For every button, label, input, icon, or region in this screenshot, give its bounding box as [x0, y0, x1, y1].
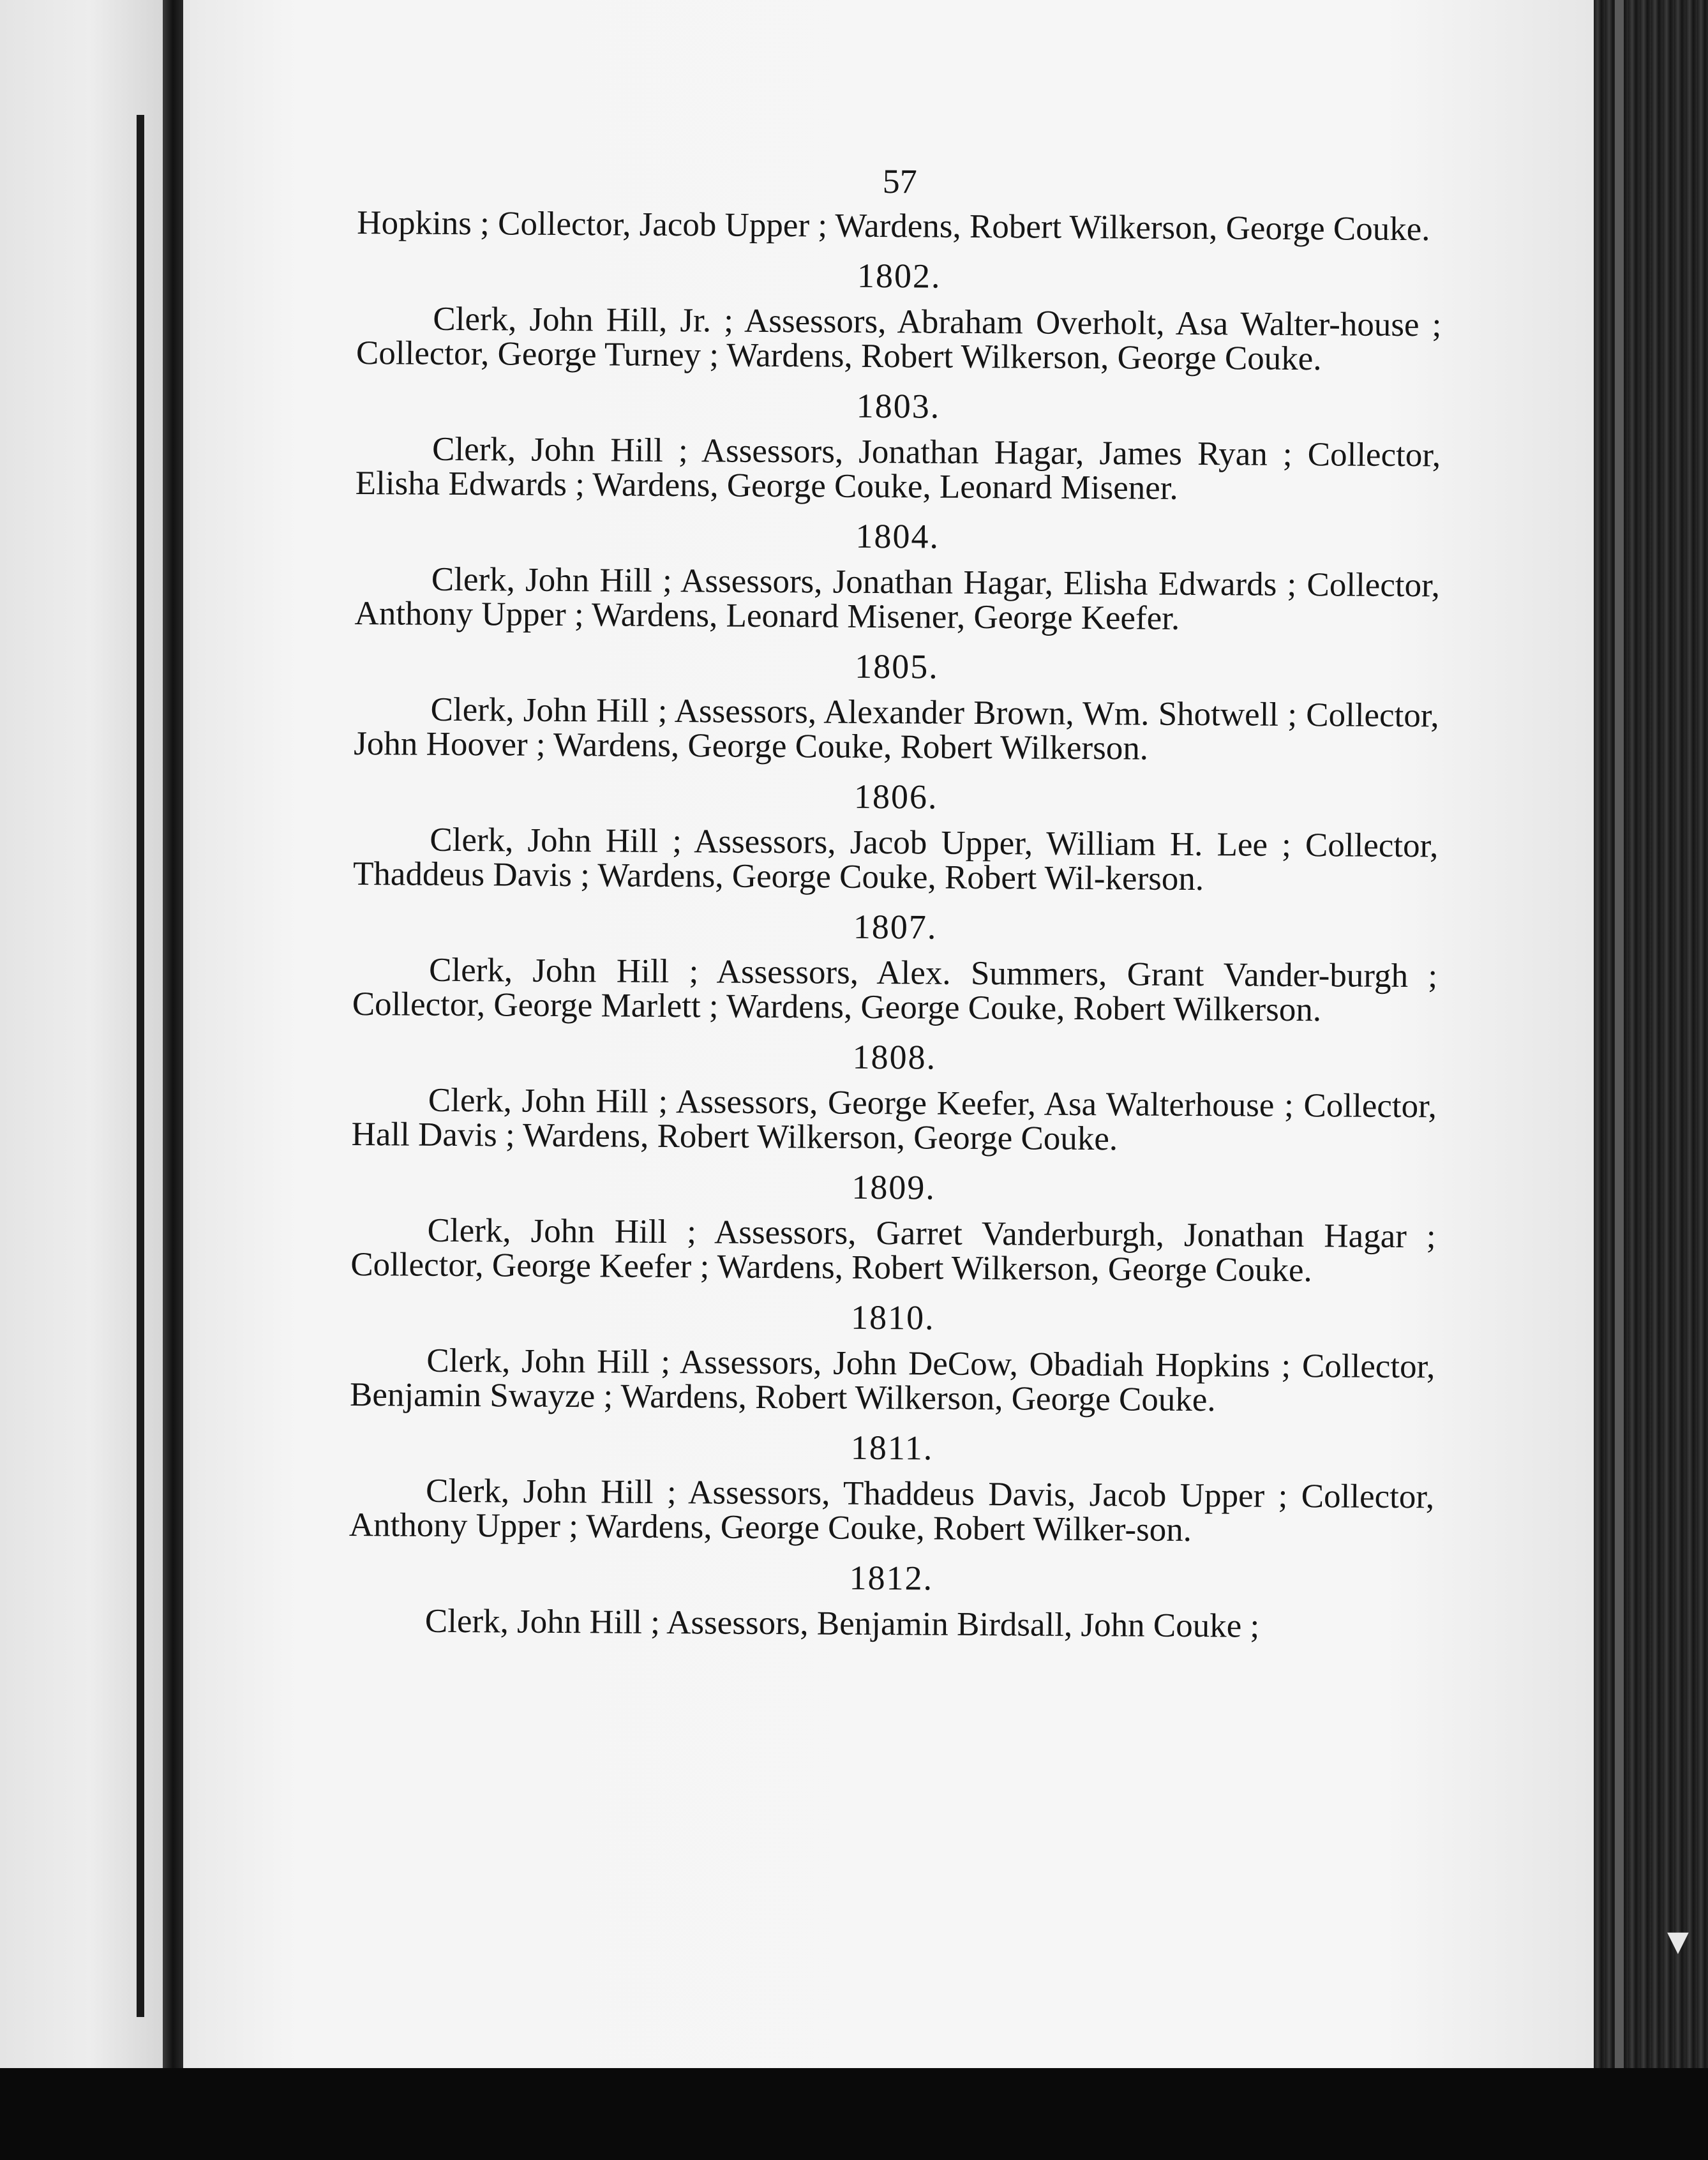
- year-heading: 1812.: [849, 1558, 934, 1598]
- entry-paragraph: Clerk, John Hill ; Assessors, Jacob Upper, William H. Lee ; Collector, Thaddeus Davis ; Wardens, George Couke, Robert Wil-kerson.: [352, 821, 1439, 898]
- year-heading: 1803.: [856, 386, 941, 426]
- edge-marker-icon: ▼: [1667, 1925, 1689, 1958]
- year-heading: 1808.: [852, 1037, 937, 1077]
- entry-paragraph: Clerk, John Hill ; Assessors, Garret Vanderburgh, Jonathan Hagar ; Collector, George Keefer ; Wardens, Robert Wilkerson, George Couke.: [350, 1211, 1436, 1289]
- page-stack-highlight: [1615, 0, 1624, 2160]
- entry-paragraph: Clerk, John Hill ; Assessors, John DeCow, Obadiah Hopkins ; Collector, Benjamin Swayze ; Wardens, Robert Wilkerson, George Couke.: [349, 1342, 1435, 1419]
- left-gutter-shadow: [137, 115, 144, 2017]
- entry-paragraph: Clerk, John Hill ; Assessors, Thaddeus Davis, Jacob Upper ; Collector, Anthony Upper ; Wardens, George Couke, Robert Wilker-son.: [348, 1472, 1435, 1549]
- entry-paragraph: Clerk, John Hill ; Assessors, Jonathan Hagar, Elisha Edwards ; Collector, Anthony Upper ; Wardens, Leonard Misener, George Keefer.: [354, 560, 1441, 637]
- year-heading: 1802.: [857, 256, 941, 296]
- page-number: 57: [882, 162, 917, 201]
- year-heading: 1809.: [851, 1167, 936, 1207]
- scan-bottom-border: [0, 2068, 1708, 2160]
- year-heading: 1811.: [850, 1428, 934, 1467]
- entry-paragraph: Clerk, John Hill ; Assessors, Jonathan Hagar, James Ryan ; Collector, Elisha Edwards ; Wardens, George Couke, Leonard Misener.: [355, 430, 1441, 507]
- entry-paragraph: Clerk, John Hill ; Assessors, George Keefer, Asa Walterhouse ; Collector, Hall Davis ; Wardens, Robert Wilkerson, George Couke.: [351, 1081, 1437, 1158]
- page-stack-edge: [1594, 0, 1708, 2160]
- continuation-paragraph: Hopkins ; Collector, Jacob Upper ; Wardens, Robert Wilkerson, George Couke.: [357, 204, 1430, 248]
- entry-paragraph: Clerk, John Hill ; Assessors, Benjamin Birdsall, John Couke ;: [424, 1602, 1260, 1645]
- entry-paragraph: Clerk, John Hill ; Assessors, Alexander Brown, Wm. Shotwell ; Collector, John Hoover ; Wardens, George Couke, Robert Wilkerson.: [354, 691, 1439, 767]
- entry-paragraph: Clerk, John Hill ; Assessors, Alex. Summers, Grant Vander-burgh ; Collector, George Marlett ; Wardens, George Couke, Robert Wilkerson.: [352, 951, 1438, 1029]
- year-heading: 1804.: [855, 516, 940, 556]
- year-heading: 1807.: [853, 907, 938, 947]
- book-fold: [163, 0, 183, 2160]
- year-heading: 1806.: [853, 777, 938, 816]
- year-heading: 1810.: [850, 1298, 935, 1337]
- page-text: [348, 147, 1442, 1644]
- year-heading: 1805.: [855, 647, 939, 686]
- entry-paragraph: Clerk, John Hill, Jr. ; Assessors, Abraham Overholt, Asa Walter-house ; Collector, George Turney ; Wardens, Robert Wilkerson, George Couke.: [356, 300, 1442, 378]
